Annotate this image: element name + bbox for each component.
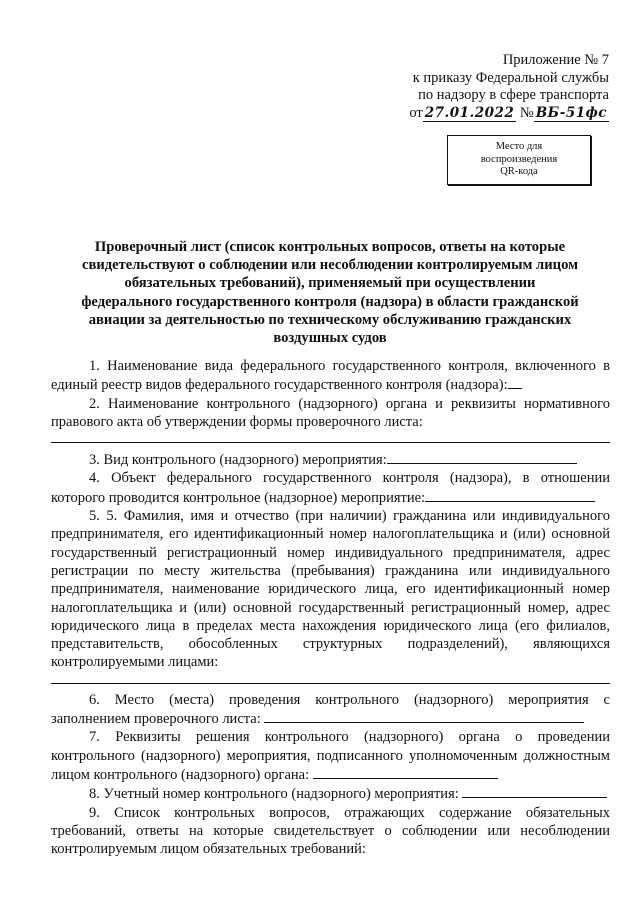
title-line: воздушных судов <box>273 330 387 347</box>
item-3 <box>51 450 610 469</box>
number-prefix: № <box>519 104 534 121</box>
item-8 <box>51 784 610 803</box>
item-7-blank <box>313 765 498 779</box>
title-line: Проверочный лист (список контрольных вопросов, ответы на которые <box>94 239 566 255</box>
item-7-text: 7. Реквизиты решения контрольного (надзорного) органа о проведении контрольного (надзорного) мероприятия, подписанного уполномоченным должностным лицом контрольного (надзорного) органа: <box>51 729 610 783</box>
item-8-text: 8. Учетный номер контрольного (надзорного) мероприятия: <box>89 786 459 803</box>
appendix-number: Приложение № 7 <box>502 52 609 68</box>
agency-name: по надзору в сфере транспорта <box>418 87 609 103</box>
item-2: 2. Наименование контрольного (надзорного) органа и реквизиты нормативного правового акта об утверждении формы проверочного листа: <box>51 395 610 430</box>
item-4-blank <box>425 488 595 502</box>
item-6-blank <box>264 709 584 723</box>
document-title <box>50 238 610 347</box>
title-line: свидетельствуют о соблюдении или несоблюдении контролируемым лицом <box>81 257 579 274</box>
qr-code-placeholder <box>447 135 591 185</box>
order-number: ВБ-51фс <box>535 104 607 121</box>
item-4-text: 4. Объект федерального государственного контроля (надзора), в отношении которого проводится контрольное (надзорное) мероприятие: <box>51 470 610 506</box>
item-5: 5. 5. Фамилия, имя и отчество (при наличии) гражданина или индивидуального предпринимателя, его идентификационный номер налогоплательщика и (или) основной государственный регистрационный номер индивидуального предпринимателя, адрес регистрации по месту жительства (пребывания) гражданина или индивидуального предпринимателя, наименование юридического лица, его идентификационный номер налогоплательщика и (или) основной государственный регистрационный номер, адрес юридического лица в пределах места нахождения юридического лица (его филиалов, представительств, обособленных структурных подразделений), являющихся контролируемыми лицами: <box>51 508 610 671</box>
qr-label-line3: QR-кода <box>500 166 538 178</box>
document-body <box>51 357 610 858</box>
item-1 <box>51 357 610 395</box>
item-2-blank <box>51 431 610 443</box>
item-4 <box>51 469 610 507</box>
item-8-blank <box>462 784 607 798</box>
item-6 <box>51 691 610 729</box>
item-5-blank <box>51 672 610 684</box>
item-9: 9. Список контрольных вопросов, отражающих содержание обязательных требований, ответы на которые свидетельствует о соблюдении или несоблюдении контролируемым лицом обязательных требований: <box>51 804 610 858</box>
date-prefix: от <box>409 104 423 121</box>
item-6-text: 6. Место (места) проведения контрольного (надзорного) мероприятия с заполнением проверочного листа: <box>51 691 610 728</box>
item-3-text: 3. Вид контрольного (надзорного) мероприятия: <box>89 452 387 469</box>
item-7 <box>51 728 610 784</box>
title-line: авиации за деятельностью по техническому обслуживанию гражданских <box>88 311 572 328</box>
order-date: 27.01.2022 <box>424 104 515 121</box>
title-line: федерального государственного контроля (надзора) в области гражданской <box>81 293 579 310</box>
item-1-blank <box>508 375 522 389</box>
order-reference: к приказу Федеральной службы <box>412 69 609 86</box>
item-3-blank <box>387 450 577 464</box>
order-date-line <box>369 105 609 123</box>
qr-label-line2: воспроизведения <box>480 153 558 165</box>
qr-label-line1: Место для <box>495 141 543 153</box>
appendix-header <box>369 52 609 122</box>
title-line: обязательных требований), применяемый при осуществлении <box>124 275 536 292</box>
item-1-text: 1. Наименование вида федерального государственного контроля, включенного в единый реестр видов федерального государственного контроля (надзора): <box>51 358 610 394</box>
